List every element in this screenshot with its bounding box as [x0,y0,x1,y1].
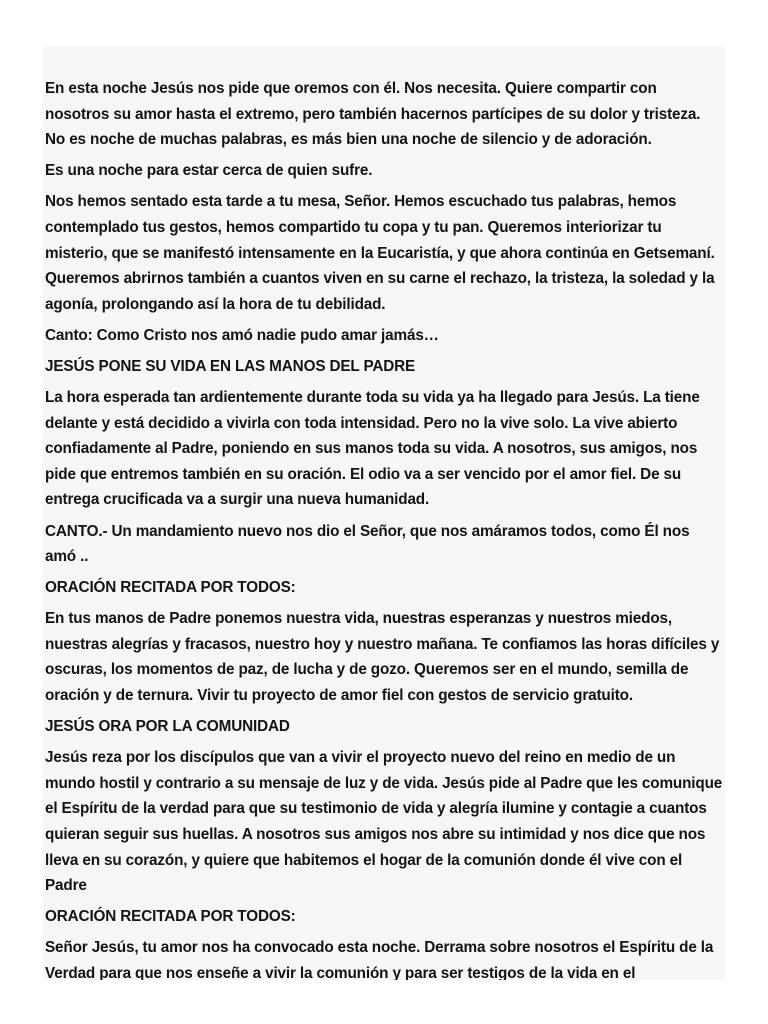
section-heading: JESÚS ORA POR LA COMUNIDAD [45,718,290,736]
paragraph: Nos hemos sentado esta tarde a tu mesa, Señor. Hemos escuchado tus palabras, hemos contemplado tus gestos, hemos compartido tu copa y tu pan. Queremos interiorizar tu misterio, que se manifestó intensamente en la Eucaristía, y que ahora continúa en Getsemaní. Queremos abrirnos también a cuantos viven en su carne el rechazo, la tristeza, la soledad y la agonía, prolongando así la hora de tu debilidad. [45,193,715,313]
song-line: CANTO.- Un mandamiento nuevo nos dio el Señor, que nos amáramos todos, como Él nos amó .. [45,522,690,566]
paragraph: En tus manos de Padre ponemos nuestra vida, nuestras esperanzas y nuestros miedos, nuestras alegrías y fracasos, nuestro hoy y nuestro mañana. Te confiamos las horas difíciles y oscuras, los momentos de paz, de lucha y de gozo. Queremos ser en el mundo, semilla de oración y de ternura. Vivir tu proyecto de amor fiel con gestos de servicio gratuito. [45,610,720,705]
paragraph: La hora esperada tan ardientemente durante toda su vida ya ha llegado para Jesús. La tiene delante y está decidido a vivirla con toda intensidad. Pero no la vive solo. La vive abierto confiadamente al Padre, poniendo en sus manos toda su vida. A nosotros, sus amigos, nos pide que entremos también en su oración. El odio va a ser vencido por el amor fiel. De su entrega crucificada va a surgir una nueva humanidad. [45,389,700,509]
section-heading: JESÚS PONE SU VIDA EN LAS MANOS DEL PADRE [45,357,416,375]
paragraph: Jesús reza por los discípulos que van a vivir el proyecto nuevo del reino en medio de un mundo hostil y contrario a su mensaje de luz y de vida. Jesús pide al Padre que les comunique el Espíritu de la verdad para que su testimonio de vida y alegría ilumine y contagie a cuantos quieran seguir sus huellas. A nosotros sus amigos nos abre su intimidad y nos dice que nos lleva en su corazón, y quiere que habitemos el hogar de la comunión donde él vive con el Padre [45,749,723,895]
section-heading: ORACIÓN RECITADA POR TODOS: [45,908,296,926]
document-page [43,46,725,980]
paragraph: En esta noche Jesús nos pide que oremos con él. Nos necesita. Quiere compartir con nosotros su amor hasta el extremo, pero también hacernos partícipes de su dolor y tristeza. No es noche de muchas palabras, es más bien una noche de silencio y de adoración. [45,80,701,149]
song-line: Canto: Como Cristo nos amó nadie pudo amar jamás… [45,326,439,344]
paragraph: Es una noche para estar cerca de quien sufre. [45,162,373,180]
section-heading: ORACIÓN RECITADA POR TODOS: [45,579,296,597]
paragraph: Señor Jesús, tu amor nos ha convocado esta noche. Derrama sobre nosotros el Espíritu de la Verdad para que nos enseñe a vivir la comunión y para ser testigos de la vida en el [45,939,714,980]
document-body [45,76,723,980]
